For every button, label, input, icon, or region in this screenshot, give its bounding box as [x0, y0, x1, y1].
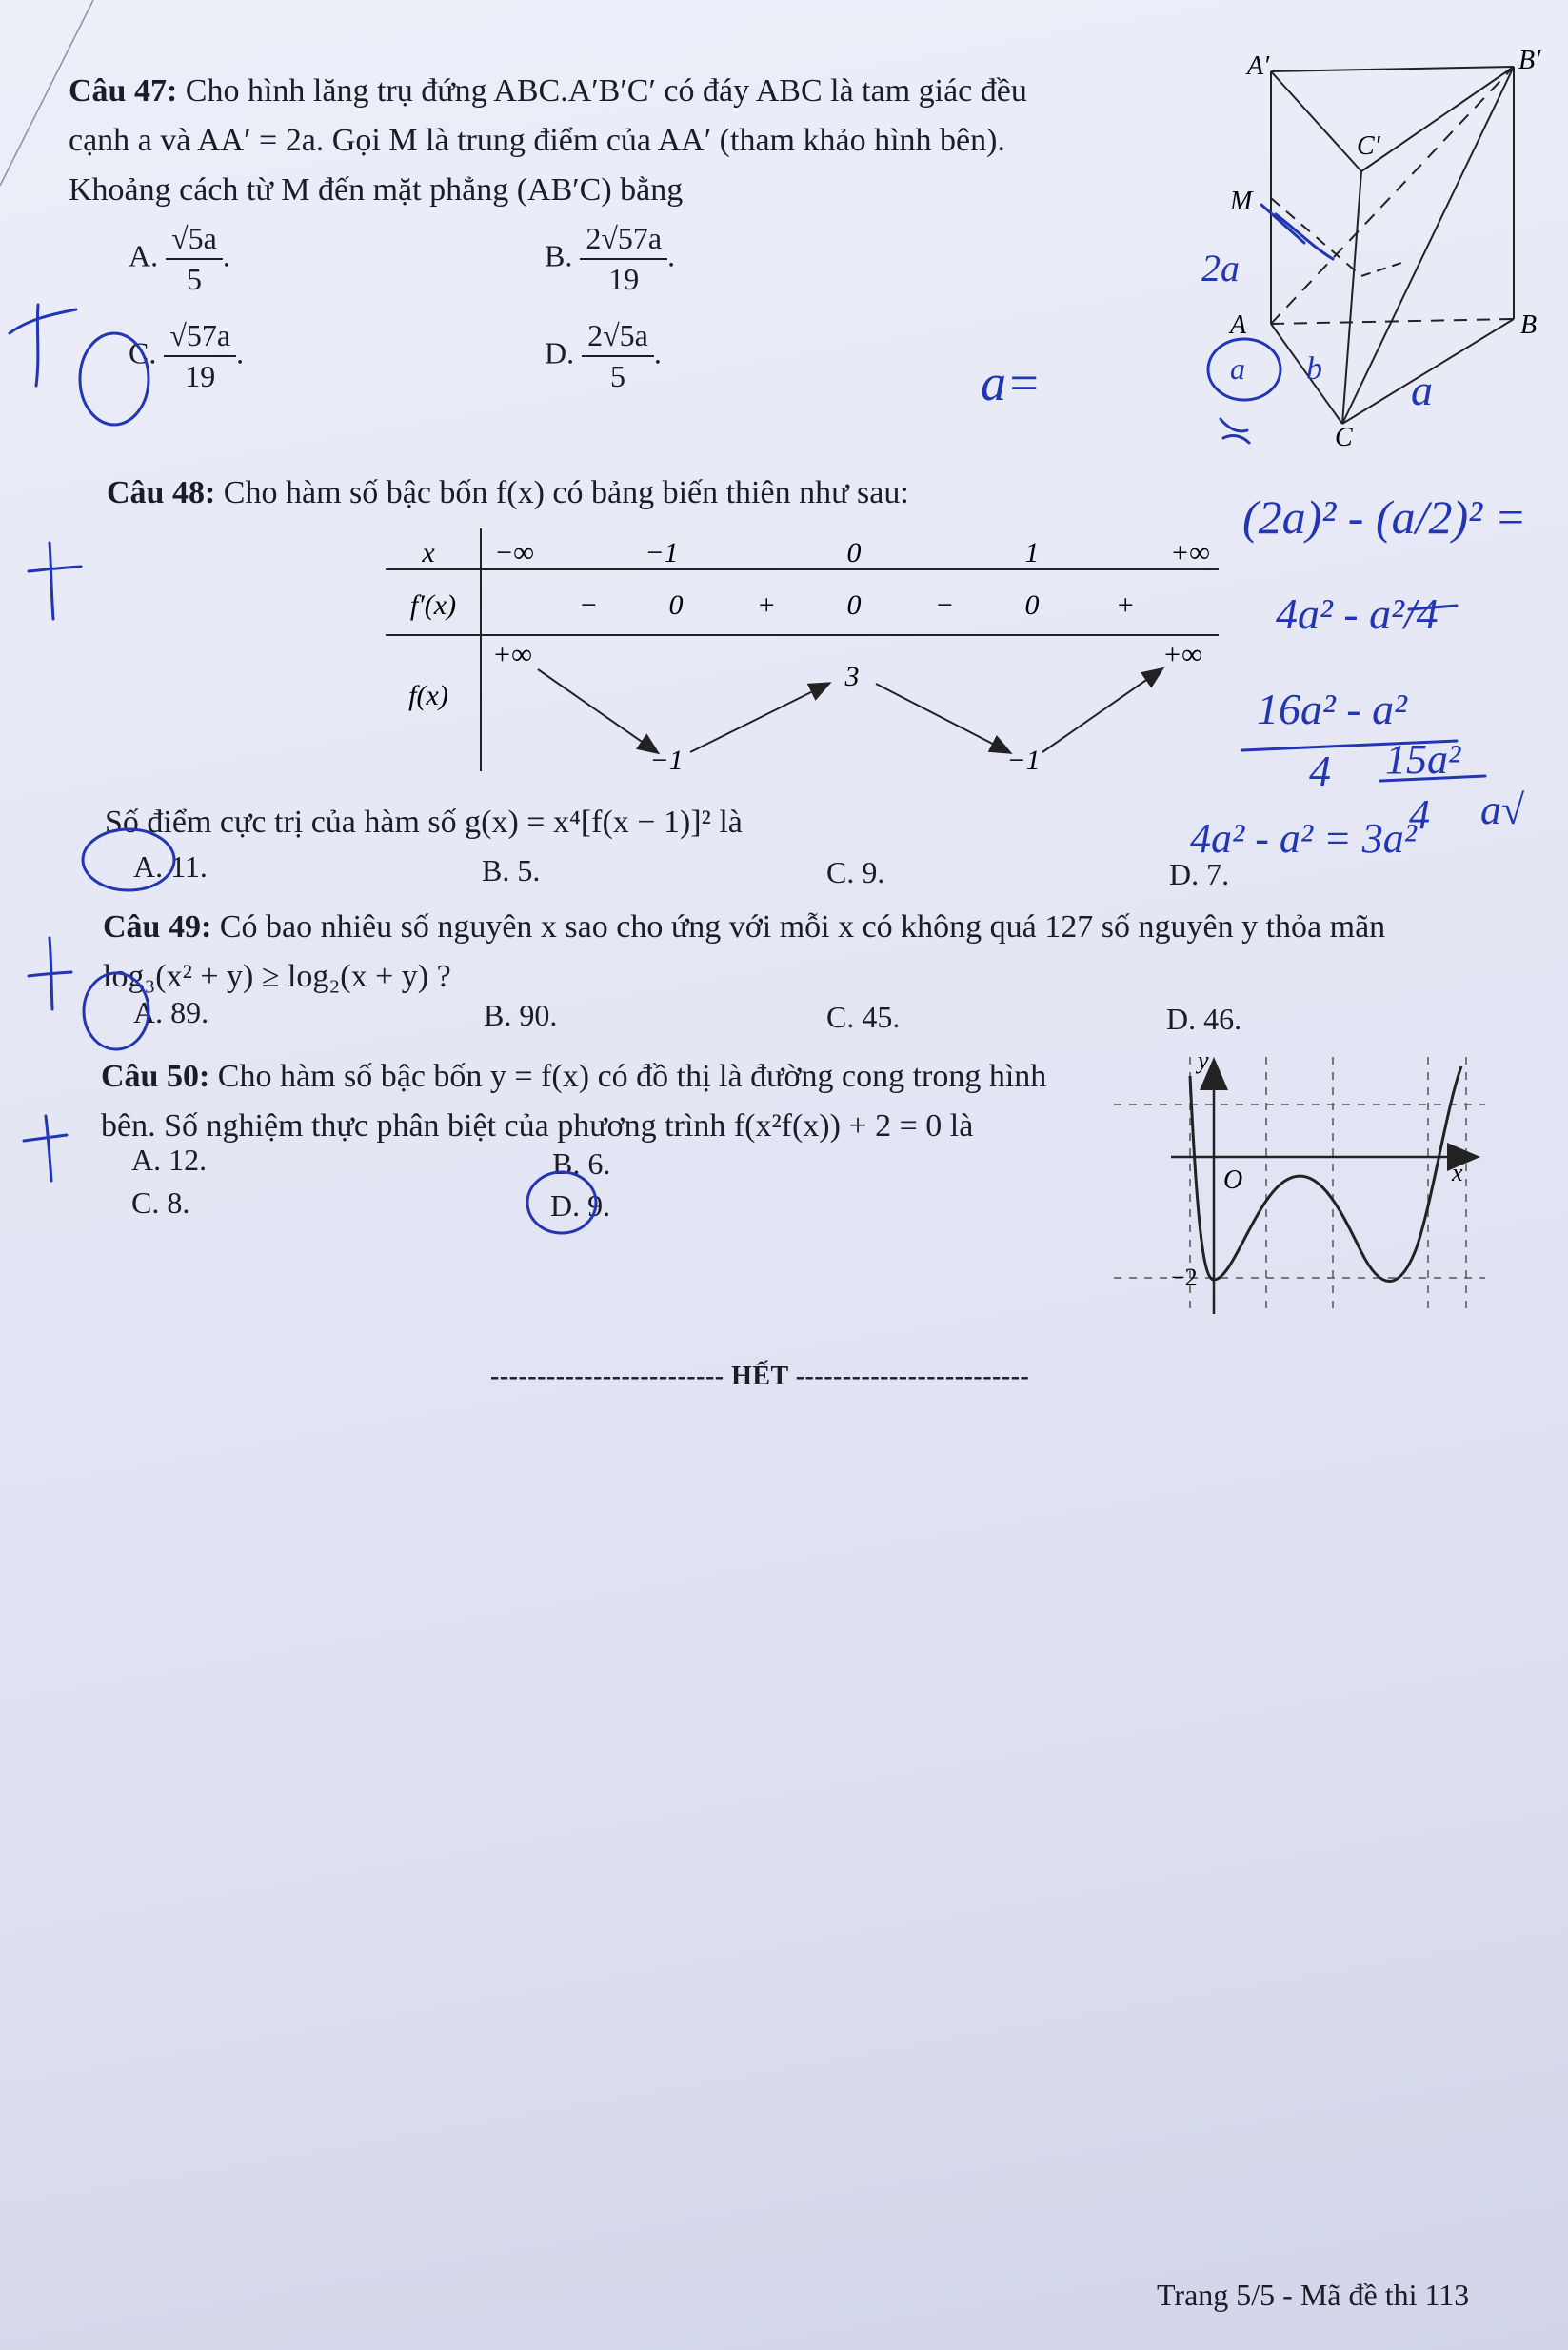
- graph-x-label: x: [1452, 1159, 1463, 1186]
- graph-minus2-label: −2: [1171, 1264, 1198, 1291]
- denominator: 19: [185, 359, 216, 393]
- q47-option-b[interactable]: B. $\frac{2√57a}{19}$ .: [545, 221, 676, 296]
- q48-option-a[interactable]: A. 11.: [133, 849, 208, 884]
- vt-x-4: +∞: [1170, 537, 1210, 568]
- option-key: A.: [129, 238, 159, 273]
- vt-f-label: f(x): [408, 680, 448, 711]
- vt-fp-2: +: [756, 589, 777, 621]
- vt-x-2: 0: [846, 537, 862, 568]
- circle-q47-answer: [80, 333, 149, 425]
- scribble-mark: [1221, 419, 1249, 443]
- end-marker: ------------------------- HẾT -------------------------: [490, 1362, 1030, 1391]
- vt-x-label: x: [422, 537, 435, 568]
- denominator: 5: [609, 359, 625, 393]
- vt-x-3: 1: [1024, 537, 1040, 568]
- label-m: M: [1230, 187, 1253, 216]
- circle-q48-answer: [83, 829, 174, 890]
- label-b1: B′: [1518, 48, 1541, 75]
- check-mark-q49: [29, 938, 71, 1009]
- hw-calc-1: (2a)² - (a/2)² =: [1242, 490, 1527, 544]
- sketch-arrow: [1261, 205, 1333, 259]
- vt-f-left: +∞: [492, 639, 532, 670]
- vt-x-1: −1: [645, 537, 679, 568]
- q48-label: Câu 48:: [107, 475, 216, 510]
- q49-option-c[interactable]: C. 45.: [826, 1000, 901, 1034]
- q50-option-b[interactable]: B. 6.: [552, 1146, 611, 1181]
- label-c: C: [1335, 423, 1353, 448]
- vt-fp-0: −: [578, 589, 599, 621]
- vt-f-max: 3: [844, 661, 860, 692]
- check-mark-q50: [24, 1116, 67, 1181]
- denominator: 5: [186, 262, 202, 296]
- vt-fp-6: +: [1115, 589, 1136, 621]
- q49-option-a[interactable]: A. 89.: [133, 995, 209, 1029]
- hw-b: b: [1306, 351, 1322, 387]
- hw-calc-3-den: 4: [1309, 747, 1331, 795]
- numerator: 2√57a: [580, 221, 667, 260]
- q47-line3: Khoảng cách từ M đến mặt phẳng (AB′C) bằng: [69, 172, 684, 208]
- circle-q50-answer: [527, 1172, 596, 1233]
- page-footer: Trang 5/5 - Mã đề thi 113: [1157, 2278, 1470, 2312]
- q47-option-a[interactable]: A. $\frac{√5a}{5}$ .: [129, 221, 230, 296]
- graph-origin-label: O: [1223, 1165, 1243, 1195]
- vt-x-0: −∞: [494, 537, 534, 568]
- hw-calc-4-den: 4: [1409, 791, 1430, 838]
- numerator: 2√5a: [582, 318, 654, 357]
- q47-line2: cạnh a và AA′ = 2a. Gọi M là trung điểm của AA′ (tham khảo hình bên).: [69, 123, 1005, 158]
- hw-calc-2: 4a² - a²/4: [1276, 589, 1439, 638]
- hw-calc-3: 16a² - a²: [1257, 685, 1407, 733]
- q50-option-a[interactable]: A. 12.: [131, 1143, 208, 1177]
- q48-option-b[interactable]: B. 5.: [482, 853, 541, 887]
- q50-line2: bên. Số nghiệm thực phân biệt của phương trình f(x²f(x)) + 2 = 0 là: [101, 1108, 974, 1144]
- q47-option-d[interactable]: D. $\frac{2√5a}{5}$ .: [545, 318, 662, 393]
- paper-fold-line: [0, 0, 93, 186]
- q48-question: Số điểm cực trị của hàm số g(x) = x⁴[f(x − 1)]² là: [105, 805, 743, 840]
- q49-line2: log₃(x² + y) ≥ log₂(x + y) ?: [103, 959, 451, 994]
- q47-option-c[interactable]: C. $\frac{√57a}{19}$ .: [129, 318, 245, 393]
- q50-option-c[interactable]: C. 8.: [131, 1185, 190, 1220]
- hw-a-circled: a: [1230, 351, 1245, 386]
- q47-label: Câu 47:: [69, 73, 178, 109]
- q49-option-b[interactable]: B. 90.: [484, 998, 558, 1032]
- hw-a-side: a: [1411, 366, 1433, 414]
- hw-calc-6: a√: [1480, 787, 1525, 833]
- numerator: √57a: [164, 318, 236, 357]
- vt-fp-5: 0: [1024, 589, 1040, 621]
- vt-fp-3: 0: [846, 589, 862, 621]
- option-key: D.: [545, 335, 575, 370]
- q50-option-d[interactable]: D. 9.: [550, 1188, 611, 1223]
- q49-option-d[interactable]: D. 46.: [1166, 1002, 1242, 1036]
- graph-y-label: y: [1198, 1047, 1209, 1074]
- q49-line1: Có bao nhiêu số nguyên x sao cho ứng với mỗi x có không quá 127 số nguyên y thỏa mãn: [219, 909, 1386, 945]
- vt-fp-1: 0: [668, 589, 684, 621]
- label-a1: A′: [1247, 51, 1270, 81]
- label-b: B: [1520, 310, 1538, 340]
- vt-fp-4: −: [934, 589, 955, 621]
- q48-option-d[interactable]: D. 7.: [1169, 857, 1230, 891]
- q48-option-c[interactable]: C. 9.: [826, 855, 885, 889]
- q49-label: Câu 49:: [103, 909, 212, 945]
- check-mark-q48: [29, 543, 81, 619]
- q50-line1: Cho hàm số bậc bốn y = f(x) có đồ thị là đường cong trong hình: [217, 1059, 1047, 1094]
- circle-q49-answer: [84, 973, 149, 1049]
- vt-f-right: +∞: [1162, 639, 1202, 670]
- vt-f-min1: −1: [649, 745, 684, 776]
- vt-fp-label: f′(x): [409, 589, 457, 621]
- label-a: A: [1230, 310, 1247, 340]
- vt-f-min2: −1: [1006, 745, 1041, 776]
- check-mark-q47: [10, 305, 76, 386]
- hw-calc-5: 4a² - a² = 3a²: [1190, 815, 1417, 862]
- label-c1: C′: [1357, 131, 1380, 161]
- hw-a-equals: a=: [981, 354, 1042, 411]
- q48-text: Cho hàm số bậc bốn f(x) có bảng biến thiên như sau:: [223, 475, 909, 510]
- q47-line1: Cho hình lăng trụ đứng ABC.A′B′C′ có đáy ABC là tam giác đều: [185, 73, 1027, 109]
- option-key: C.: [129, 335, 157, 370]
- hw-calc-4: 15a²: [1385, 736, 1461, 783]
- q50-label: Câu 50:: [101, 1059, 210, 1094]
- hw-2a: 2a: [1201, 247, 1240, 289]
- numerator: √5a: [166, 221, 223, 260]
- denominator: 19: [608, 262, 640, 296]
- option-key: B.: [545, 238, 573, 273]
